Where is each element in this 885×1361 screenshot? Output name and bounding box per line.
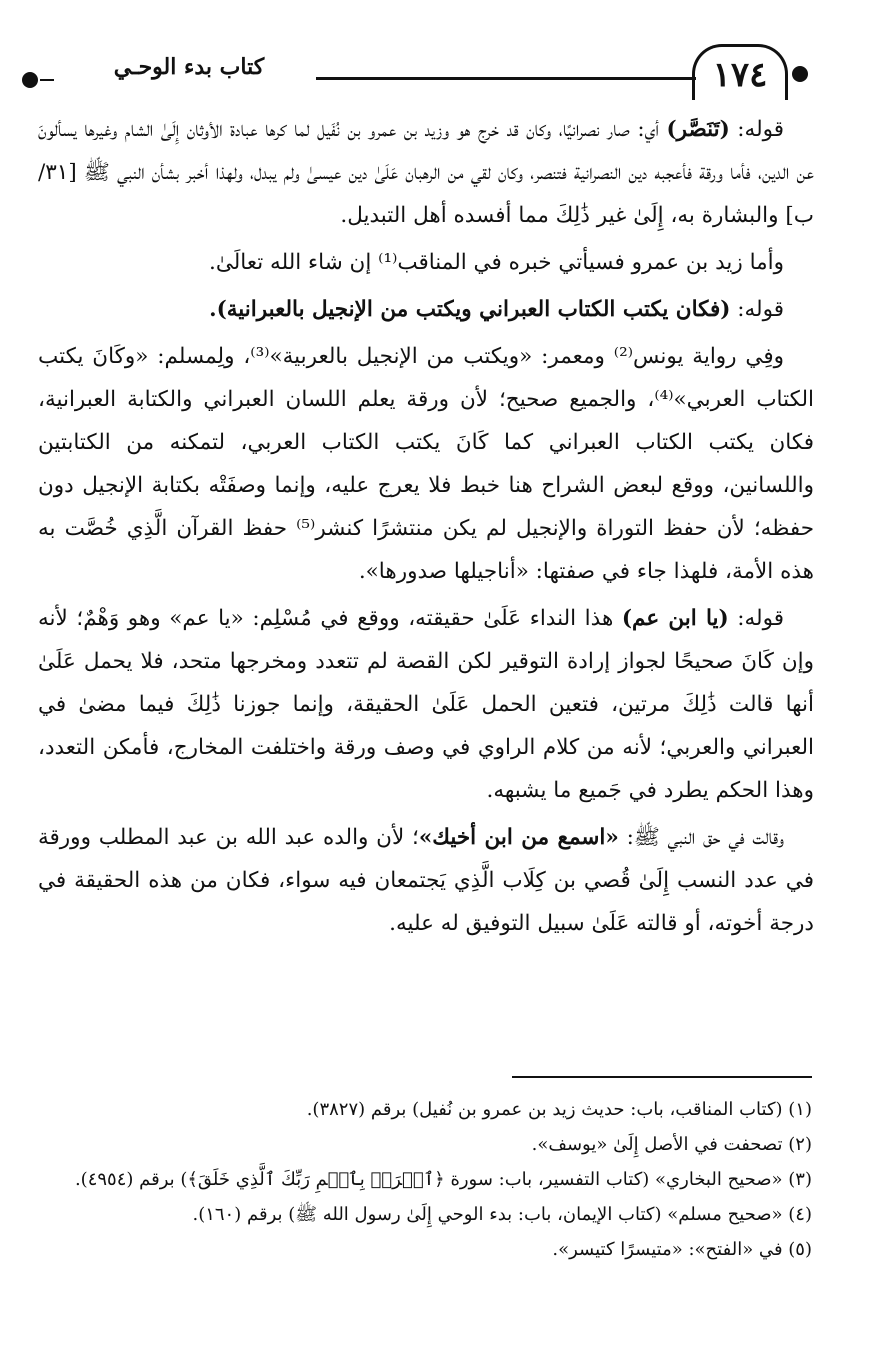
paragraph-text: هذا النداء عَلَىٰ حقيقته، ووقع في مُسْلِم: «يا عم» وهو وَهْمٌ؛ لأنه وإن كَانَ صحيحًا لجواز إرادة التوقير لكن القصة لم تتعدد ومخرجها متحد، فلا يحمل عَلَىٰ أنها قالت ذَٰلِكَ مرتين، فتعين الحمل عَلَىٰ الحقيقة، وإنما جوزنا ذَٰلِكَ فيما مضىٰ في العبراني والعربي؛ لأنه من كلام الراوي في وصف ورقة واختلفت المخارج، فأمكن التعدد، وهذا الحكم يطرد في جَميع ما يشبهه. <box>38 606 814 803</box>
footnote: (٤) «صحيح مسلم» (كتاب الإيمان، باب: بدء الوحي إِلَىٰ رسول الله ﷺ) برقم (١٦٠). <box>192 1204 812 1225</box>
footnote-separator <box>512 1076 812 1078</box>
paragraph-lead: قوله: <box>730 297 784 322</box>
quoted-phrase: (فكان يكتب الكتاب العبراني ويكتب من الإنجيل بالعبرانية). <box>209 297 731 322</box>
footnote: (٣) «صحيح البخاري» (كتاب التفسير، باب: سورة ﴿ٱقۡرَأۡ بِٱسۡمِ رَبِّكَ ٱلَّذِي خَلَقَ﴾) برقم (٤٩٥٤). <box>74 1169 812 1190</box>
paragraph-text: وفِي رواية يونس⁽²⁾ ومعمر: «ويكتب من الإنجيل بالعربية»⁽³⁾، ولِمسلم: «وكَانَ يكتب الكتاب العربي»⁽⁴⁾، والجميع صحيح؛ لأن ورقة يعلم اللسان العبراني والكتابة العبرانية، فكان يكتب الكتاب العبراني كما كَانَ يكتب الكتاب العربي، لتمكنه من الكتابتين واللسانين، ووقع لبعض الشراح هنا خبط فلا يعرج عليه، وإنما وصفَتْه بكتابة الإنجيل دون حفظه؛ لأن حفظ التوراة والإنجيل لم يكن منتشرًا كنشر⁽⁵⁾ حفظ القرآن الَّذِي خُصَّت به هذه الأمة، فلهذا جاء في صفتها: «أناجيلها صدورها». <box>38 344 815 584</box>
paragraph-text: أي: صار نصرانيًا، وكان قد خرج هو وزيد بن عمرو بن نُفَيل لما كرها عبادة الأوثان إِلَىٰ الشام وغيرها يسألونَ عن الدين، فأما ورقة فأعجبه دين النصرانية فتنصر، وكان لقي من الرهبان عَلَىٰ دين عيسىٰ ولم يبدل، ولهذا أخبر بشأن النبي ﷺ [٣١/ب] والبشارة به، إِلَىٰ غير ذَٰلِكَ مما أفسده أهل التبديل. <box>38 117 814 228</box>
header-ornament-dot <box>22 72 38 88</box>
header-rule <box>316 77 696 80</box>
paragraph-lead: قوله: <box>729 117 785 142</box>
paragraph-lead: وقالت في حق النبي ﷺ: <box>618 825 785 850</box>
quoted-phrase: (يا ابن عم) <box>621 606 729 631</box>
page-header <box>0 0 885 110</box>
running-title: كتاب بدء الوحـي <box>113 54 265 80</box>
paragraph <box>38 597 814 812</box>
paragraph <box>38 108 814 237</box>
paragraph <box>38 288 814 331</box>
main-text <box>38 108 814 945</box>
footnote: (١) (كتاب المناقب، باب: حديث زيد بن عمرو بن نُفيل) برقم (٣٨٢٧). <box>306 1099 812 1120</box>
header-rule-short <box>40 79 54 81</box>
footnote: (٢) تصحفت في الأصل إِلَىٰ «يوسف». <box>531 1134 812 1155</box>
quoted-phrase: «اسمع من ابن أخيك» <box>418 825 619 850</box>
paragraph-text: ؛ لأن والده عبد الله بن عبد المطلب وورقة في عدد النسب إِلَىٰ قُصي بن كِلَاب الَّذِي يَجتمعان فيه سواء، فكان من هذه الحقيقة في درجة أخوته، أو قالته عَلَىٰ سبيل التوفيق له عليه. <box>38 825 814 936</box>
paragraph <box>38 241 814 284</box>
quoted-phrase: (تَنَصَّر) <box>666 117 730 142</box>
paragraph <box>38 335 814 593</box>
paragraph <box>38 816 814 945</box>
footnote: (٥) في «الفتح»: «متيسرًا كتيسر». <box>552 1239 812 1260</box>
paragraph-text: وأما زيد بن عمرو فسيأتي خبره في المناقب⁽¹⁾ إن شاء الله تعالَىٰ. <box>209 250 784 275</box>
header-ornament-dot <box>792 66 808 82</box>
footnotes <box>60 1092 812 1267</box>
page-number: ١٧٤ <box>692 44 788 100</box>
paragraph-lead: قوله: <box>728 606 784 631</box>
